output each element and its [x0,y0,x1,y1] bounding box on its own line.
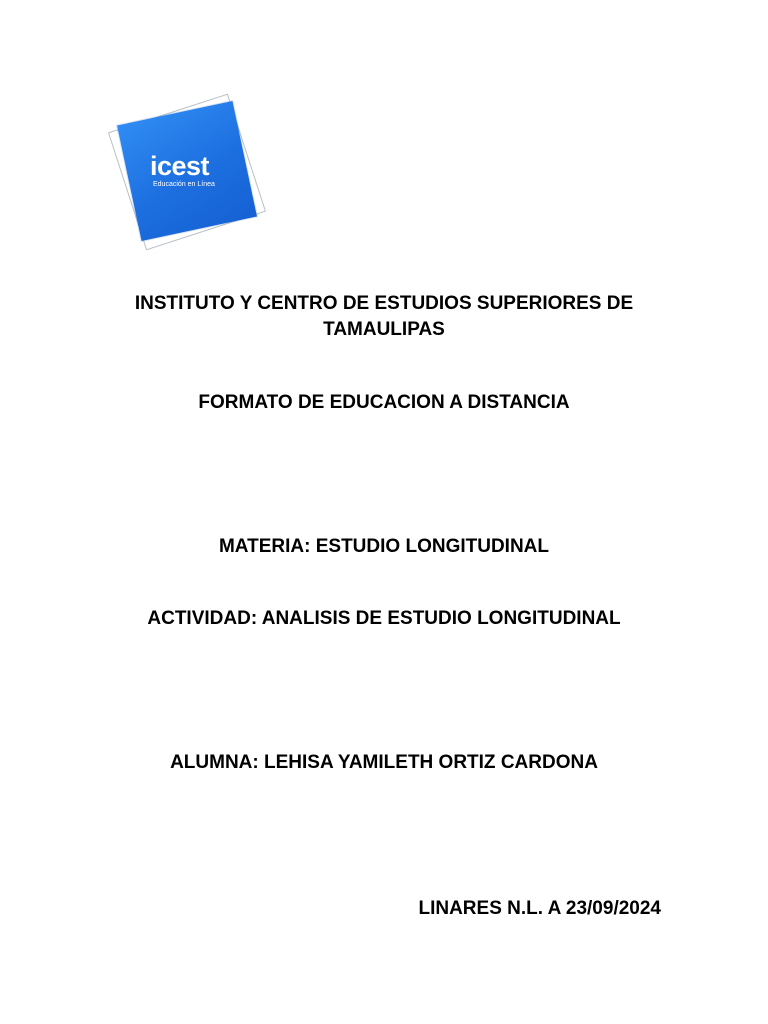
student-line: ALUMNA: LEHISA YAMILETH ORTIZ CARDONA [170,752,598,773]
institution-name-line1: INSTITUTO Y CENTRO DE ESTUDIOS SUPERIORES DE [134,293,634,314]
activity-line: ACTIVIDAD: ANALISIS DE ESTUDIO LONGITUDINAL [147,608,621,629]
icest-logo [106,90,266,252]
format-title: FORMATO DE EDUCACION A DISTANCIA [198,392,570,413]
logo-tagline: Educación en Línea [153,181,215,188]
logo-wordmark [150,152,215,189]
institution-name-line2: TAMAULIPAS [323,319,445,340]
subject-line: MATERIA: ESTUDIO LONGITUDINAL [218,536,549,557]
logo-brand-text: icest [150,151,210,181]
place-date-line: LINARES N.L. A 23/09/2024 [418,898,661,919]
